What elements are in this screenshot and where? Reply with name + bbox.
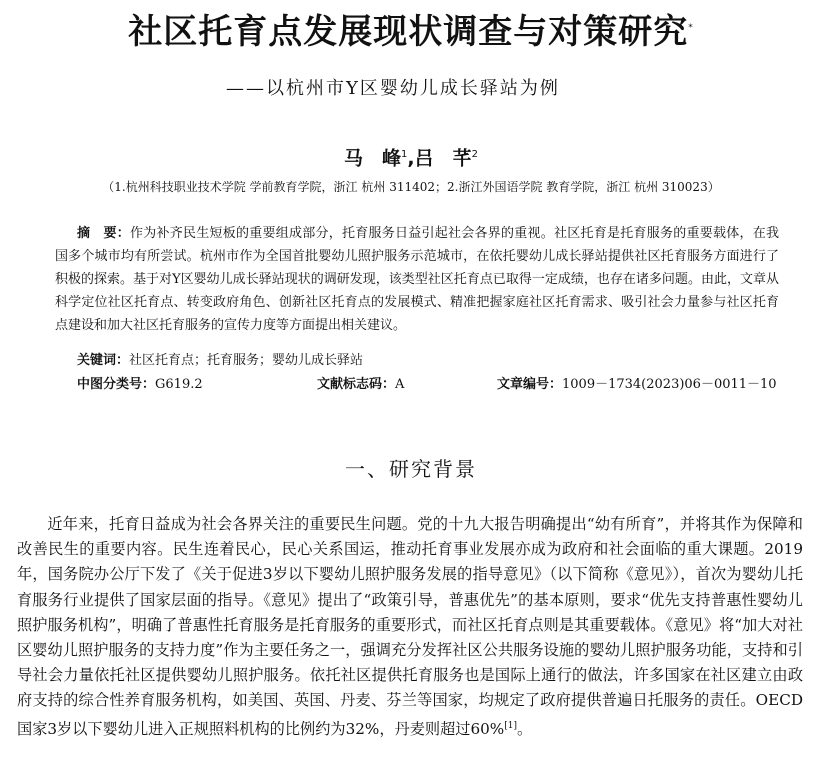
keywords [77,350,363,372]
title-text: 社区托育点发展现状调查与对策研究 [128,12,689,52]
author-affil-mark: 2 [471,149,478,160]
abstract [55,222,779,337]
body-paragraph [17,512,803,742]
paragraph-text: 近年来，托育日益成为社会各界关注的重要民生问题。党的十九大报告明确提出“幼有所育”，并将其作为保障和改善民生的重要内容。民生连着民心，民心关系国运，推动托育事业发展亦成为政府和社会面临的重大课题。2019年，国务院办公厅下发了《关于促进3岁以下婴幼儿照护服务发展的指导意见》（以下简称《意见》），首次为婴幼儿托育服务行业提供了国家层面的指导。《意见》提出了“政策引导，普惠优先”的基本原则，要求“优先支持普惠性婴幼儿照护服务机构”，明确了普惠性托育服务是托育服务的重要形式，而社区托育点则是其重要载体。《意见》将“加大对社区婴幼儿照护服务的支持力度”作为主要任务之一，强调充分发挥社区公共服务设施的婴幼儿照护服务功能，支持和引导社会力量依托社区提供婴幼儿照护服务。依托社区提供托育服务也是国际上通行的做法，许多国家在社区建立由政府支持的综合性养育服务机构，如美国、英国、丹麦、芬兰等国家，均规定了政府提供普遍日托服务的责任。OECD国家3岁以下婴幼儿进入正规照料机构的比例约为32%，丹麦则超过60% [17,515,803,738]
author-name: 马 峰 [344,147,402,170]
article-no-label: 文章编号： [497,377,563,392]
author-affil-mark: 1 [401,149,408,160]
article-number [497,374,777,396]
author-line [0,142,822,171]
paper-title [0,10,822,54]
keywords-text: 社区托育点；托育服务；婴幼儿成长驿站 [129,353,364,368]
document-code [317,374,404,396]
section-heading: 一、研究背景 [345,457,477,481]
title-footnote-mark: * [688,23,694,33]
author-separator: , [407,147,415,170]
paragraph-end: 。 [517,719,533,738]
doc-code-value: A [395,377,405,392]
article-no-value: 1009－1734(2023)06－0011－10 [562,377,777,392]
abstract-label: 摘 要： [77,226,130,241]
author-name: 吕 芊 [414,147,472,170]
abstract-text: 作为补齐民生短板的重要组成部分，托育服务日益引起社会各界的重视。社区托育是托育服务的重要载体，在我国多个城市均有所尝试。杭州市作为全国首批婴幼儿照护服务示范城市，在依托婴幼儿成长驿站提供社区托育服务方面进行了积极的探索。基于对Y区婴幼儿成长驿站现状的调研发现，该类型社区托育点已取得一定成绩，也存在诸多问题。由此，文章从科学定位社区托育点、转变政府角色、创新社区托育点的发展模式、精准把握家庭社区托育需求、吸引社会力量参与社区托育点建设和加大社区托育服务的宣传力度等方面提出相关建议。 [55,226,779,333]
clc-label: 中图分类号： [77,377,156,392]
paper-subtitle: ——以杭州市Y区婴幼儿成长驿站为例 [226,78,560,99]
affiliations: （1.杭州科技职业技术学院 学前教育学院，浙江 杭州 311402；2.浙江外国语学院 教育学院，浙江 杭州 310023） [102,180,720,194]
doc-code-label: 文献标志码： [317,377,396,392]
clc-value: G619.2 [155,377,203,392]
clc-number [77,374,203,396]
citation-mark: [1] [504,720,517,731]
keywords-label: 关键词： [77,353,130,368]
